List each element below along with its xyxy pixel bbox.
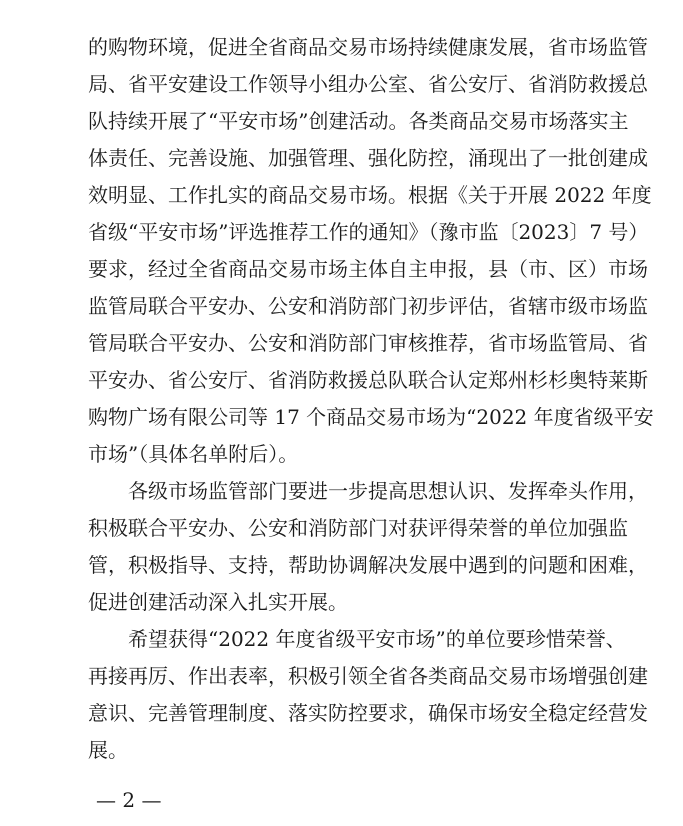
text-line: 的购物环境，促进全省商品交易市场持续健康发展，省市场监管 xyxy=(88,35,648,59)
text-line: 再接再厉、作出表率，积极引领全省各类商品交易市场增强创建 xyxy=(88,664,648,688)
text-line: 省级“平安市场”评选推荐工作的通知》（豫市监〔2023〕7 号） xyxy=(88,220,649,244)
text-line: 意识、完善管理制度、落实防控要求，确保市场安全稳定经营发 xyxy=(88,701,648,725)
text-line: 效明显、工作扎实的商品交易市场。根据《关于开展 2022 年度 xyxy=(88,183,652,207)
text-line: 市场”（具体名单附后）。 xyxy=(88,442,299,466)
page-number: — 2 — xyxy=(96,788,162,812)
text-line: 展。 xyxy=(88,738,128,762)
text-line: 局、省平安建设工作领导小组办公室、省公安厅、省消防救援总 xyxy=(88,72,648,96)
text-line: 购物广场有限公司等 17 个商品交易市场为“2022 年度省级平安 xyxy=(88,405,654,429)
text-line: 管，积极指导、支持，帮助协调解决发展中遇到的问题和困难， xyxy=(88,553,648,577)
paragraph-first-line: 希望获得“2022 年度省级平安市场”的单位要珍惜荣誉、 xyxy=(128,627,626,651)
text-line: 监管局联合平安办、公安和消防部门初步评估，省辖市级市场监 xyxy=(88,294,648,318)
text-line: 队持续开展了“平安市场”创建活动。各类商品交易市场落实主 xyxy=(88,109,629,133)
text-line: 要求，经过全省商品交易市场主体自主申报，县（市、区）市场 xyxy=(88,257,648,281)
text-line: 平安办、省公安厅、省消防救援总队联合认定郑州杉杉奥特莱斯 xyxy=(88,368,648,392)
text-line: 体责任、完善设施、加强管理、强化防控，涌现出了一批创建成 xyxy=(88,146,648,170)
text-line: 促进创建活动深入扎实开展。 xyxy=(88,590,348,614)
paragraph-first-line: 各级市场监管部门要进一步提高思想认识、发挥牵头作用， xyxy=(128,479,648,503)
text-line: 管局联合平安办、公安和消防部门审核推荐，省市场监管局、省 xyxy=(88,331,648,355)
text-line: 积极联合平安办、公安和消防部门对获评得荣誉的单位加强监 xyxy=(88,516,628,540)
